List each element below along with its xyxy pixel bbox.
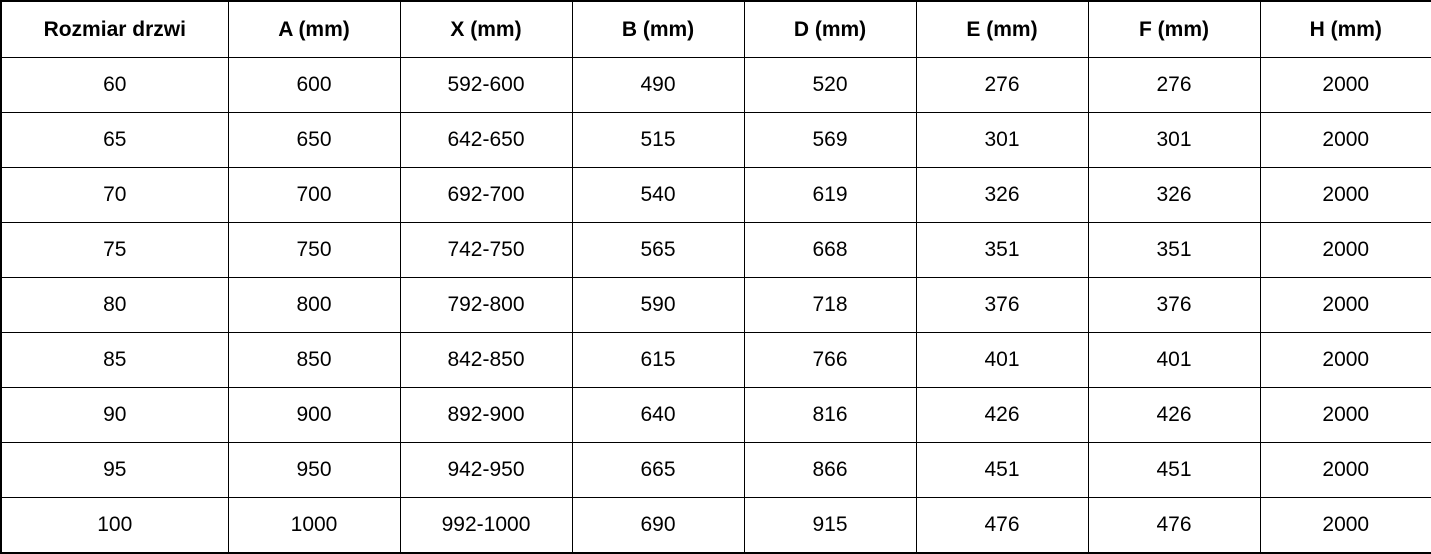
table-body [1,58,1431,554]
table-cell: 276 [916,58,1088,113]
table-cell: 451 [916,443,1088,498]
table-cell: 75 [1,223,228,278]
table-cell: 2000 [1260,223,1431,278]
table-cell: 2000 [1260,58,1431,113]
column-header: H (mm) [1260,1,1431,58]
table-row [1,333,1431,388]
table-row [1,388,1431,443]
table-cell: 100 [1,498,228,554]
table-cell: 426 [916,388,1088,443]
column-header: X (mm) [400,1,572,58]
table-cell: 842-850 [400,333,572,388]
table-head [1,1,1431,58]
table-row [1,113,1431,168]
table-cell: 590 [572,278,744,333]
table-cell: 376 [1088,278,1260,333]
table-cell: 742-750 [400,223,572,278]
table-cell: 90 [1,388,228,443]
table-row [1,498,1431,554]
table-cell: 351 [1088,223,1260,278]
table-cell: 326 [916,168,1088,223]
table-cell: 690 [572,498,744,554]
table-cell: 515 [572,113,744,168]
table-cell: 600 [228,58,400,113]
table-row [1,168,1431,223]
table-cell: 540 [572,168,744,223]
table-cell: 792-800 [400,278,572,333]
table-row [1,443,1431,498]
table-cell: 2000 [1260,388,1431,443]
table-cell: 800 [228,278,400,333]
table-cell: 95 [1,443,228,498]
table-cell: 80 [1,278,228,333]
table-cell: 476 [1088,498,1260,554]
table-cell: 866 [744,443,916,498]
table-cell: 2000 [1260,443,1431,498]
column-header: D (mm) [744,1,916,58]
table-cell: 451 [1088,443,1260,498]
table-cell: 942-950 [400,443,572,498]
table-cell: 750 [228,223,400,278]
table-cell: 565 [572,223,744,278]
table-cell: 692-700 [400,168,572,223]
table-cell: 816 [744,388,916,443]
table-cell: 718 [744,278,916,333]
column-header: A (mm) [228,1,400,58]
table-cell: 376 [916,278,1088,333]
table-cell: 401 [916,333,1088,388]
table-cell: 326 [1088,168,1260,223]
table-cell: 2000 [1260,278,1431,333]
table-cell: 642-650 [400,113,572,168]
table-cell: 70 [1,168,228,223]
table-cell: 640 [572,388,744,443]
table-cell: 766 [744,333,916,388]
table-cell: 615 [572,333,744,388]
table-row [1,278,1431,333]
table-cell: 2000 [1260,333,1431,388]
table-row [1,58,1431,113]
column-header: Rozmiar drzwi [1,1,228,58]
table-cell: 2000 [1260,113,1431,168]
header-row [1,1,1431,58]
table-cell: 276 [1088,58,1260,113]
table-cell: 1000 [228,498,400,554]
table-cell: 426 [1088,388,1260,443]
table-cell: 490 [572,58,744,113]
table-cell: 665 [572,443,744,498]
table-row [1,223,1431,278]
table-cell: 950 [228,443,400,498]
table-cell: 992-1000 [400,498,572,554]
table-cell: 401 [1088,333,1260,388]
column-header: F (mm) [1088,1,1260,58]
table-cell: 668 [744,223,916,278]
table-cell: 650 [228,113,400,168]
table-cell: 520 [744,58,916,113]
table-cell: 65 [1,113,228,168]
table-cell: 915 [744,498,916,554]
table-cell: 351 [916,223,1088,278]
table-cell: 569 [744,113,916,168]
table-cell: 301 [916,113,1088,168]
table-cell: 2000 [1260,168,1431,223]
column-header: B (mm) [572,1,744,58]
table-cell: 476 [916,498,1088,554]
table-cell: 60 [1,58,228,113]
column-header: E (mm) [916,1,1088,58]
table-cell: 619 [744,168,916,223]
table-cell: 700 [228,168,400,223]
table-cell: 301 [1088,113,1260,168]
table-cell: 892-900 [400,388,572,443]
table-cell: 592-600 [400,58,572,113]
table-cell: 850 [228,333,400,388]
table-cell: 2000 [1260,498,1431,554]
table-cell: 900 [228,388,400,443]
table-cell: 85 [1,333,228,388]
